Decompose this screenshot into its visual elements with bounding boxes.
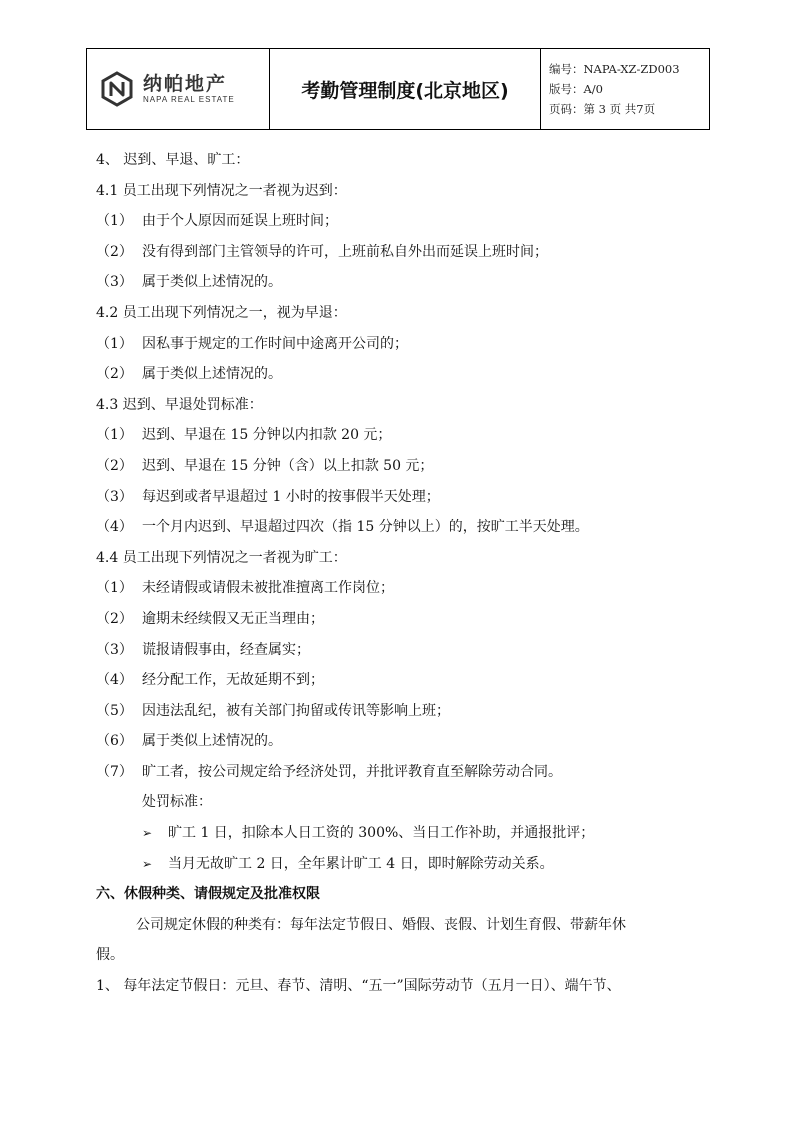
item-text: 旷工者，按公司规定给予经济处罚，并批评教育直至解除劳动合同。 bbox=[142, 763, 562, 780]
item-text: 未经请假或请假未被批准擅离工作岗位； bbox=[142, 580, 394, 597]
item-text: 每迟到或者早退超过 1 小时的按事假半天处理； bbox=[142, 488, 440, 505]
title-cell bbox=[270, 49, 541, 129]
section-6-title: 六、休假种类、请假规定及批准权限 bbox=[96, 886, 320, 903]
list-item bbox=[96, 359, 716, 390]
item-number: （5） bbox=[96, 702, 133, 719]
item-number: （7） bbox=[96, 763, 133, 780]
item-text: 迟到、早退在 15 分钟（含）以上扣款 50 元； bbox=[142, 457, 434, 474]
section-4-2-title: 4.2 员工出现下列情况之一，视为早退： bbox=[96, 304, 347, 321]
item-number: （2） bbox=[96, 457, 133, 474]
section-4-3-title: 4.3 迟到、早退处罚标准： bbox=[96, 396, 263, 413]
item-text: 经分配工作，无故延期不到； bbox=[142, 672, 324, 689]
list-item bbox=[96, 512, 716, 543]
list-item bbox=[96, 482, 716, 513]
item-number: （6） bbox=[96, 733, 133, 750]
item-number: （2） bbox=[96, 243, 133, 260]
logo-cell bbox=[87, 49, 270, 129]
logo-name-cn: 纳帕地产 bbox=[143, 73, 228, 95]
item-text: 因私事于规定的工作时间中途离开公司的； bbox=[142, 335, 408, 352]
section-4-4-title: 4.4 员工出现下列情况之一者视为旷工： bbox=[96, 549, 347, 566]
bullet-text: 当月无故旷工 2 日，全年累计旷工 4 日，即时解除劳动关系。 bbox=[168, 855, 554, 872]
item-number: （1） bbox=[96, 427, 133, 444]
arrow-bullet-icon: ➢ bbox=[142, 856, 153, 871]
document-header bbox=[86, 48, 710, 130]
item-number: （3） bbox=[96, 641, 133, 658]
item-number: （1） bbox=[96, 335, 133, 352]
item-number: （2） bbox=[96, 610, 133, 627]
item-text: 由于个人原因而延误上班时间； bbox=[142, 213, 338, 230]
list-item bbox=[96, 237, 716, 268]
item-text: 因违法乱纪，被有关部门拘留或传讯等影响上班； bbox=[142, 702, 450, 719]
meta-cell bbox=[541, 49, 709, 129]
list-item bbox=[96, 267, 716, 298]
item-number: （2） bbox=[96, 366, 133, 383]
list-item bbox=[96, 726, 716, 757]
section-6-paragraph-line-2: 假。 bbox=[96, 947, 124, 964]
item-text: 没有得到部门主管领导的许可，上班前私自外出而延误上班时间； bbox=[142, 243, 548, 260]
list-item bbox=[96, 635, 716, 666]
item-number: （3） bbox=[96, 488, 133, 505]
document-version: 版号：A/0 bbox=[549, 82, 603, 96]
section-4-title: 4、 迟到、早退、旷工： bbox=[96, 152, 250, 168]
list-item bbox=[96, 757, 716, 788]
item-text: 属于类似上述情况的。 bbox=[142, 733, 282, 750]
item-text: 属于类似上述情况的。 bbox=[142, 366, 282, 383]
bullet-item bbox=[96, 818, 716, 849]
item-text: 谎报请假事由，经查属实； bbox=[142, 641, 310, 658]
item-text: 属于类似上述情况的。 bbox=[142, 274, 282, 291]
item-text: 一个月内迟到、早退超过四次（指 15 分钟以上）的，按旷工半天处理。 bbox=[142, 519, 589, 536]
item-text: 迟到、早退在 15 分钟以内扣款 20 元； bbox=[142, 427, 392, 444]
item-number: （1） bbox=[96, 213, 133, 230]
list-item bbox=[96, 665, 716, 696]
list-item bbox=[96, 420, 716, 451]
document-number: 编号：NAPA-XZ-ZD003 bbox=[549, 62, 680, 76]
list-item bbox=[96, 451, 716, 482]
list-item bbox=[96, 573, 716, 604]
section-6-item-1: 1、 每年法定节假日：元旦、春节、清明、“五一”国际劳动节（五月一日）、端午节、 bbox=[96, 978, 621, 995]
napa-logo-icon bbox=[99, 71, 135, 107]
logo-text bbox=[143, 73, 235, 105]
list-item bbox=[96, 604, 716, 635]
bullet-item bbox=[96, 849, 716, 880]
page-indicator: 页码：第 3 页 共7页 bbox=[549, 102, 656, 116]
document-title: 考勤管理制度(北京地区) bbox=[301, 79, 509, 102]
bullet-text: 旷工 1 日，扣除本人日工资的 300%、当日工作补助，并通报批评； bbox=[168, 825, 595, 842]
item-number: （3） bbox=[96, 274, 133, 291]
section-6-paragraph-line-1: 公司规定休假的种类有：每年法定节假日、婚假、丧假、计划生育假、带薪年休 bbox=[136, 916, 626, 933]
arrow-bullet-icon: ➢ bbox=[142, 826, 153, 841]
item-number: （4） bbox=[96, 672, 133, 689]
item-text: 逾期未经续假又无正当理由； bbox=[142, 610, 324, 627]
item-number: （1） bbox=[96, 580, 133, 597]
document-body bbox=[96, 145, 716, 1002]
item-number: （4） bbox=[96, 519, 133, 536]
list-item bbox=[96, 206, 716, 237]
section-4-1-title: 4.1 员工出现下列情况之一者视为迟到： bbox=[96, 182, 347, 199]
list-item bbox=[96, 696, 716, 727]
logo-name-en: NAPA REAL ESTATE bbox=[143, 95, 235, 104]
penalty-label: 处罚标准： bbox=[142, 794, 212, 811]
list-item bbox=[96, 329, 716, 360]
